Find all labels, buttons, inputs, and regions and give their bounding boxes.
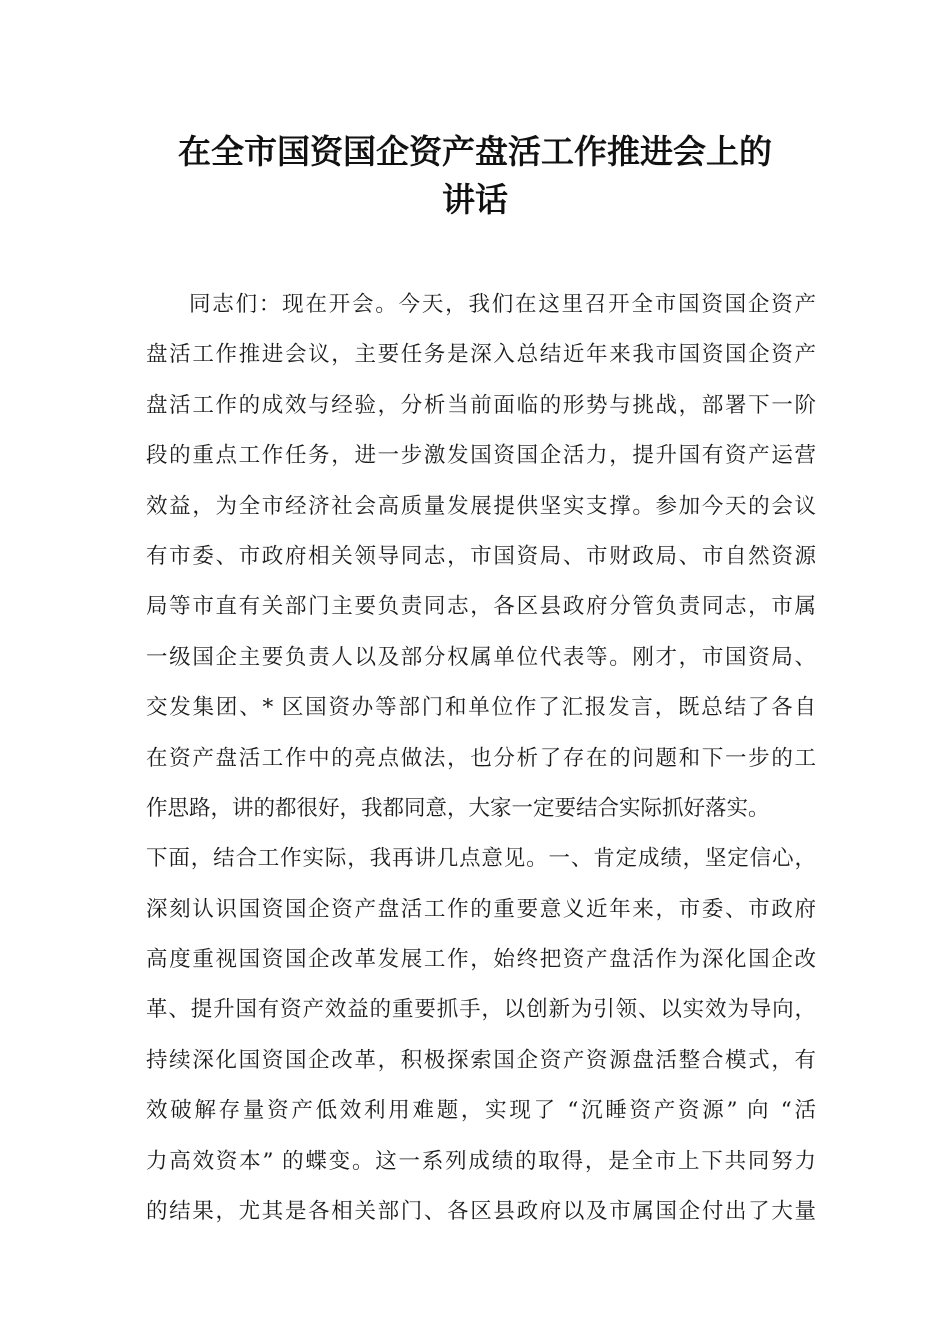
body-line: 一级国企主要负责人以及部分权属单位代表等。刚才，市国资局、 bbox=[146, 644, 816, 670]
body-line: 段的重点工作任务，进一步激发国资国企活力，提升国有资产运营 bbox=[146, 443, 816, 469]
body-line: 效破解存量资产低效利用难题，实现了 “沉睡资产资源” 向 “活 bbox=[146, 1098, 816, 1124]
body-line: 作思路，讲的都很好，我都同意，大家一定要结合实际抓好落实。 bbox=[146, 795, 770, 821]
body-line: 交发集团、* 区国资办等部门和单位作了汇报发言，既总结了各自 bbox=[146, 695, 816, 721]
document-title bbox=[130, 128, 820, 224]
body-line: 盘活工作的成效与经验，分析当前面临的形势与挑战，部署下一阶 bbox=[146, 392, 816, 418]
body-line: 革、提升国有资产效益的重要抓手，以创新为引领、以实效为导向， bbox=[146, 997, 816, 1023]
body-line: 持续深化国资国企改革，积极探索国企资产资源盘活整合模式，有 bbox=[146, 1047, 816, 1073]
title-line-1: 在全市国资国企资产盘活工作推进会上的 bbox=[178, 132, 772, 171]
body-line: 盘活工作推进会议，主要任务是深入总结近年来我市国资国企资产 bbox=[146, 342, 816, 368]
body-line: 高度重视国资国企改革发展工作，始终把资产盘活作为深化国企改 bbox=[146, 947, 816, 973]
body-line: 在资产盘活工作中的亮点做法，也分析了存在的问题和下一步的工 bbox=[146, 745, 816, 771]
body-line: 有市委、市政府相关领导同志，市国资局、市财政局、市自然资源 bbox=[146, 543, 816, 569]
document-body bbox=[146, 280, 816, 1237]
title-line-2: 讲话 bbox=[442, 180, 508, 219]
body-line: 局等市直有关部门主要负责同志，各区县政府分管负责同志，市属 bbox=[146, 594, 816, 620]
body-line: 的结果，尤其是各相关部门、各区县政府以及市属国企付出了大量 bbox=[146, 1199, 816, 1225]
body-line: 下面，结合工作实际，我再讲几点意见。一、肯定成绩，坚定信心， bbox=[146, 846, 816, 872]
body-line: 力高效资本” 的蝶变。这一系列成绩的取得，是全市上下共同努力 bbox=[146, 1148, 816, 1174]
body-line: 效益，为全市经济社会高质量发展提供坚实支撑。参加今天的会议 bbox=[146, 493, 816, 519]
body-line: 同志们：现在开会。今天，我们在这里召开全市国资国企资产 bbox=[189, 292, 816, 317]
body-line: 深刻认识国资国企资产盘活工作的重要意义近年来，市委、市政府 bbox=[146, 896, 816, 922]
